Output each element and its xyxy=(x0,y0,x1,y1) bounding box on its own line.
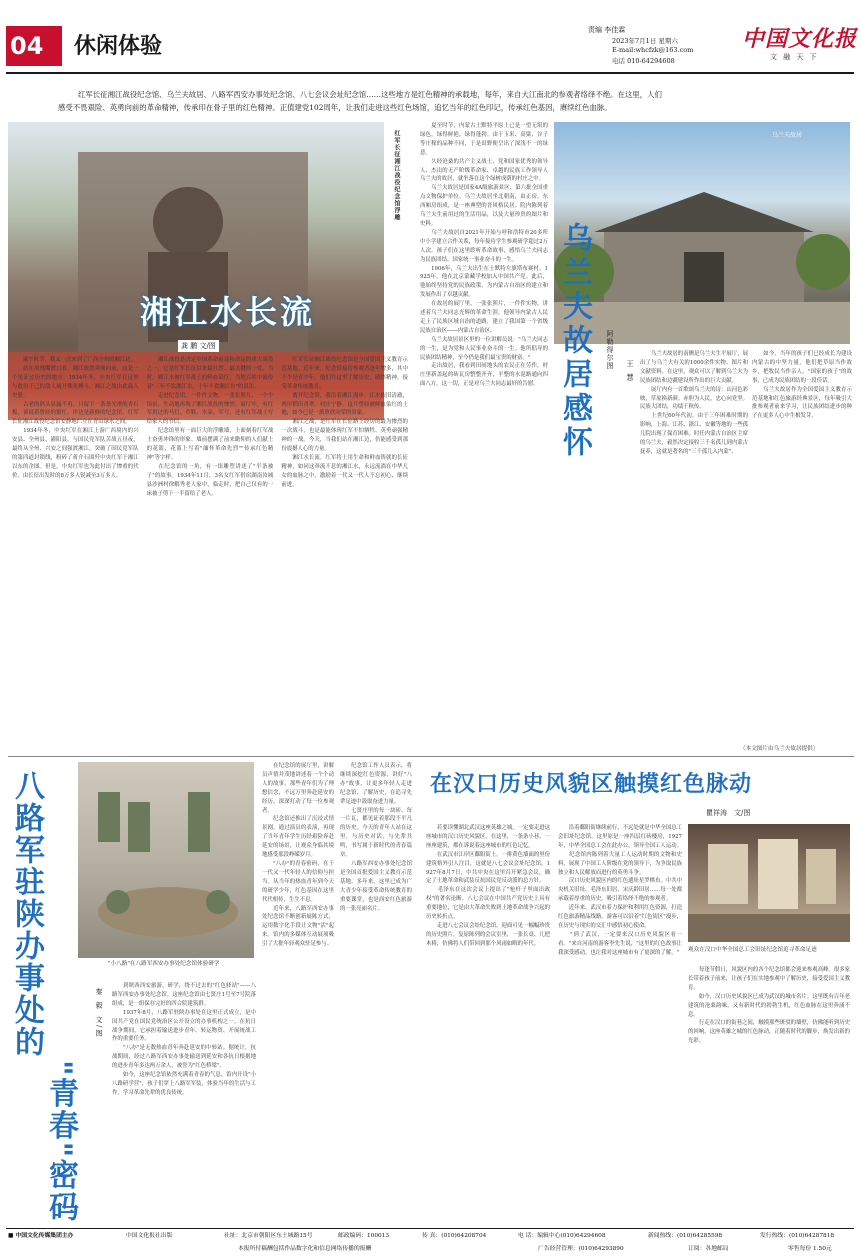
article1-para: 红军长征湘江战役纪念馆是全国爱国主义教育示范基地。近年来，纪念馆接待参观者逐年增多，其中不少是青少年。他们在这里了解历史、感悟精神，接受革命传统教育。 xyxy=(281,357,408,390)
article4-para: 行走在汉口的街巷之间，触摸那些斑驳的墙壁，仿佛能听到历史的回响。这座英雄之城的红色脉动，正随着时代的脚步，焕发出新的光彩。 xyxy=(688,1020,850,1045)
article2-para: 在故居的展厅里，一张张照片，一件件实物，讲述着乌兰夫同志光辉的革命生涯。他领导内蒙古人民走上了民族区域自治的道路，建立了我国第一个省级民族自治区——内蒙古自治区。 xyxy=(420,301,548,334)
article2-para: 久经沧桑的共产主义战士、党和国家优秀的领导人、杰出的无产阶级革命家、卓越的民族工作领导人乌兰夫的故居，就坐落在这个绿树成荫的村庄之中。 xyxy=(420,158,548,183)
article1-para: 湘江战役是决定中国革命前途和命运的重大战役之一，它是红军长征以来最壮烈、最关键的一仗。当时，湘江水被红军战士的鲜血染红，当地百姓中流传着"三年不饮湘江水，十年不食湘江鱼"的说法。 xyxy=(146,357,274,390)
article3-photo-caption: "小八路"在八路军西安办事处纪念馆体验研学 xyxy=(108,961,220,967)
article4-para: 汉口历史风貌区内的红色遗址星罗棋布。中共中央机关旧址、毛泽东旧居、宋庆龄旧居……每一处都承载着厚重的历史，吸引着络绎不绝的参观者。 xyxy=(558,878,682,903)
lead-line-1: 红军长征湘江战役纪念馆、乌兰夫故居、八路军西安办事处纪念馆、八七会议会址纪念馆……这些地方是红色精神的承载地，每年，来自大江南北的参观者络绎不绝。在这里，人们 xyxy=(78,90,662,99)
article1-para: 在纪念馆的一角，有一组雕塑讲述了"半条被子"的故事。1934年11月，3名女红军借宿湖南汝城县沙洲村徐解秀老人家中，临走时，把自己仅有的一床被子剪下一半留给了老人。 xyxy=(146,463,274,497)
footer-address: 社址：北京市朝阳区东土城路15号 xyxy=(224,1233,313,1239)
phone-line: 电话 010-64294608 xyxy=(612,57,675,65)
header-rule xyxy=(6,72,854,74)
footer-news-center: 新闻热线：(010)64285598 xyxy=(648,1233,723,1239)
article4-author: 瞿祥涛 xyxy=(706,809,727,817)
article4-para: 近年来，武汉市着力保护和利用红色资源，打造红色旅游精品线路。游客可以沿着"红色街区"漫步，在历史与现实的交汇中感悟初心使命。 xyxy=(558,905,682,929)
article2-body-mid xyxy=(640,350,748,748)
lead-line-2: 感受不畏艰险、英勇向前的革命精神，传承印在骨子里的红色精神。正值建党102周年，让我们走进这些红色场馆，追忆当年的红色印记，传承红色基因，赓续红色血脉。 xyxy=(58,103,612,112)
article2-photo-credit: （本文图片由乌兰夫故居提供） xyxy=(740,746,819,752)
article1-body xyxy=(12,356,408,748)
article4-para: 毛泽东在这次会议上提出了"枪杆子里面出政权"的著名论断。八七会议在中国共产党历史上具有重要地位，它是由大革命失败到土地革命战争兴起的历史转折点。 xyxy=(426,887,550,921)
article1-title: 湘江水长流 xyxy=(140,293,316,331)
article4-para: 若要读懂湖北武汉这座英雄之城，一定要走进这座城市的汉口历史风貌区。在这里，一条条小巷、一座座建筑，都在诉说着这座城市的红色记忆。 xyxy=(426,825,550,849)
footer-organizer: ■ 中国文化传媒集团主办 xyxy=(8,1233,74,1239)
article2-para: 乌兰夫故居作为全国爱国主义教育示范基地和红色旅游经典景区，每年吸引大批参观者前来学习，让民族团结进步的种子在更多人心中生根发芽。 xyxy=(752,386,852,420)
article2-author-prefix: 阿勒得尔图 xyxy=(606,330,614,370)
article3-title-b: "青春"密码 xyxy=(43,1060,78,1224)
editor-line: 责编 李佳霖 xyxy=(588,26,626,34)
article2-para: 夏至时节，内蒙古土默特平原上已是一望无垠的绿色，绿得鲜艳，绿得蓬勃。由于玉米、高粱、谷子等庄稼的品种不同，于是田野便呈出了深浅不一的绿意。 xyxy=(420,123,548,156)
date-line: 2023年7月1日 星期六 xyxy=(612,37,678,45)
article3-author: 秦 毅 xyxy=(95,988,103,1011)
article4-para: 每逢节假日，风貌区内的各个纪念馆都会迎来参观高峰。很多家长带着孩子前来，让孩子们在实地参观中了解历史，接受爱国主义教育。 xyxy=(688,967,850,991)
article1-para: 古老的码头显露不再，只留下一条条光滑的青石板，诉说着曾经的繁忙。岸边是新修的纪念馆，红军长征湘江战役纪念馆安静地伫立在青山绿水之间。 xyxy=(12,401,139,426)
article4-title: 在汉口历史风貌区触摸红色脉动 xyxy=(430,771,753,797)
footer-ad-line: 广告经营管理：(010)64293890 xyxy=(538,1246,624,1252)
article4-byline-suffix: 文/图 xyxy=(734,809,751,817)
article1-para: 湘江水长流。红军将士用生命和鲜血铸就的长征精神，如同这奔流不息的湘江水，永远流淌在中华儿女的血脉之中，激励着一代又一代人不忘初心、继续前进。 xyxy=(281,454,408,488)
article1-para: 走进纪念馆，一件件文物、一张张照片、一个个场景，生动地再现了湘江战役的惨烈。展厅中，有红军用过的马灯、草鞋、水壶、军号，还有红军战士写给家人的书信。 xyxy=(146,392,274,426)
article1-para: 站在凤凰嘴渡口看，湘江依然奔流向前，这是一个见证过历史的地方。1934年冬，中央红军在这里与数倍于己的敌人展开殊死搏斗，湘江之战由此载入史册。 xyxy=(12,365,139,399)
article2-para: 走出故居，我看到田间地头的农民正在劳作，村庄里新盖起的砖瓦房整整齐齐，平整的水泥路通向四面八方。这一切，正是对乌兰夫同志最好的告慰。 xyxy=(420,363,548,388)
footer-line-1 xyxy=(8,1231,854,1242)
article4-para: 如今，汉口历史风貌区已成为武汉的城市名片。这里既有百年老建筑的沧桑韵味，又有新时代的勃勃生机，红色血脉在这里奔涌不息。 xyxy=(688,993,850,1018)
article3-para: 到陕西西安旅游，研学，绕不过去的"红色驿站"——八路军西安办事处纪念馆。这座纪念馆由七贤庄1号至7号院落组成，是一组保存完好的四合院建筑群。 xyxy=(112,983,256,1007)
article2-para: 乌兰夫故居的南侧是乌兰夫生平展厅，展出了与乌兰夫有关的1000余件实物、图片和文献资料。在这里，观众可以了解到乌兰夫为民族团结和边疆建设所作出的巨大贡献。 xyxy=(640,351,748,384)
article4-para: 走进八七会议会址纪念馆，迎面可见一幅幅珍贵的历史照片。复原陈列的会议室里，一张长桌、几把木椅，仿佛将人们带回到那个风雨如晦的年代。 xyxy=(426,922,550,947)
footer-distribution: 发行热线：(010)64287818 xyxy=(760,1233,835,1239)
article3-para: 纪念馆还推出了沉浸式情景剧，通过演员的表演，再现了当年青年学生历经艰险奔赴延安的场景，让观众身临其境地感受那段峥嵘岁月。 xyxy=(262,816,334,859)
email-line: E-mail:whcfzk@163.com xyxy=(612,46,694,54)
article3-para: "八办"是无数热血青年奔赴延安的中转站。据统计，抗战期间，经过八路军西安办事处输送到延安和各抗日根据地的进步青年多达两万余人，被誉为"红色桥梁"。 xyxy=(112,1045,256,1070)
article3-para: 如今，这座纪念馆依然充满着青春的气息。馆内开设"小八路研学营"，孩子们穿上八路军军装，体验当年的生活与工作，学习革命先辈的优良传统。 xyxy=(112,1072,256,1096)
middle-divider xyxy=(8,756,854,757)
article4-photo-caption-text: 观众在汉口中华全国总工会旧址纪念馆追寻革命足迹 xyxy=(688,947,817,953)
article3-para: 在纪念馆的展厅里，讲解员声情并茂地讲述着一个个动人的故事。那些青年们为了理想信念，不远万里奔赴延安的经历，深深打动了每一位参观者。 xyxy=(262,763,334,814)
article2-para: 乌兰夫故居景区里的一位讲解员说："乌兰夫同志的一生，是为党和人民事业奋斗的一生。他所倡导的民族团结精神，至今仍是我们最宝贵的财富。" xyxy=(420,336,548,361)
masthead-subtitle: 文 融 天 下 xyxy=(770,53,819,61)
article2-photo xyxy=(554,122,850,344)
article3-para: 1937年8月，八路军驻陕办事处在这里正式成立，是中国共产党在国民党统治区公开设立的办事机构之一。在抗日战争期间，它承担着输送进步青年、转运物资、开展统战工作的重要任务。 xyxy=(112,1009,256,1043)
article2-para: 展厅内有一首歌颂乌兰夫的诗：山河色彩映，草原换新颜。赤胆为人民，忠心向党坚。民族大团结，功绩千秋传。 xyxy=(640,386,748,411)
article4-body-right xyxy=(688,966,850,1244)
article1-para: 端午时节，我又一次来到了广西全州的湘江边。 xyxy=(22,357,137,363)
article3-para: 近年来，八路军西安办事处纪念馆不断创新展陈方式，运用数字化手段让文物"活"起来。馆内的多媒体互动展项吸引了大批年轻观众驻足参与。 xyxy=(262,905,334,948)
article1-para: 纪念馆里有一面巨大的浮雕墙，上面刻着红军战士奋勇冲锋的形象。墙前摆满了前来瞻仰的人们献上的花篮，花篮上写着"缅怀革命先烈""传承红色精神"等字样。 xyxy=(146,428,274,461)
article2-body-left xyxy=(420,122,548,748)
footer-rule xyxy=(6,1228,854,1229)
article4-para: 纪念馆内陈列着大量工人运动时期的文物和史料，展现了中国工人阶级在党的领导下，为争取民族独立和人民解放而进行的英勇斗争。 xyxy=(558,851,682,876)
footer-price: 零售每份 1.50元 xyxy=(788,1246,832,1252)
article4-para: 在武汉市江岸区鄱阳街上，一排黄色墙面的里份建筑格外引人注目，这就是八七会议会址纪念馆。1927年8月7日，中共中央在这里召开紧急会议，确定了土地革命和武装反抗国民党反动派的总方针。 xyxy=(426,851,550,885)
article2-author: 王 慧 xyxy=(626,360,634,383)
article2-photo-caption: 乌兰夫故居 xyxy=(772,132,803,139)
article1-para: 1934年冬，中央红军在湘江上游广西境内的兴安县、全州县、灌阳县，与国民党军队苦战五昼夜，最终从全州、兴安之间强渡湘江，突破了国民党军队的第四道封锁线，粉碎了蒋介石围歼中央红军于湘江以东的企图。但是，中央红军也为此付出了惨重的代价，由长征出发时的8万多人锐减至3万多人。 xyxy=(12,428,139,479)
article1-byline: 龚 鹏 文/图 xyxy=(178,340,219,352)
page-number: 04 xyxy=(10,32,44,60)
article3-para: 八路军西安办事处纪念馆是全国首批爱国主义教育示范基地。多年来，这里已成为广大青少年接受革命传统教育的重要课堂，也是西安红色旅游的一张亮丽名片。 xyxy=(340,860,412,912)
article3-body-right xyxy=(262,762,412,1244)
article2-para: 如今，当年的孩子们已经成长为建设内蒙古的中坚力量，他们把草原当作故乡，把牧民当作亲人。"国家的孩子"的故事，已成为民族团结的一段佳话。 xyxy=(752,351,852,384)
footer-print-line: 本报所付稿酬包括作品数字化和信息网络传播的报酬 xyxy=(238,1246,372,1252)
article2-para: 上世纪60年代初，由于三年困难时期的影响，上海、江苏、浙江、安徽等地的一些孤儿院出现了保育困难。时任内蒙古自治区主席的乌兰夫，毅然决定接收三千名孤儿到内蒙古抚养，这就是著名的"三千孤儿入内蒙"。 xyxy=(640,413,748,455)
article3-para: 纪念馆工作人员表示，将继续深挖红色资源，讲好"八办"故事，让更多年轻人走进纪念馆、了解历史，在追寻先辈足迹中汲取奋进力量。 xyxy=(340,763,412,805)
article4-body-left xyxy=(426,824,682,1244)
footer-subscribe: 订阅：各地邮局 xyxy=(688,1246,729,1252)
article4-para: "到了武汉，一定要来汉口历史风貌区看一看。"来自河南的游客李先生说，"这里的红色故事让我深受感动，也让我对这座城市有了更深的了解。" xyxy=(558,931,682,956)
footer-line-2 xyxy=(8,1244,854,1255)
article4-photo xyxy=(688,824,850,942)
article3-body-left xyxy=(112,982,256,1244)
article1-para: 湘江之战，是红军在长征路上经历的最为惨烈的一次战斗，也是最能体现红军不怕牺牲、英勇顽强精神的一战。今天，当我们站在湘江边，仍能感受到那份震撼人心的力量。 xyxy=(281,419,408,453)
footer-publisher: 中国文化报社出版 xyxy=(126,1233,173,1239)
article3-para: "八办"的青春密码，在于一代又一代年轻人的信仰与担当。从当年的热血青年到今天的研学少年，红色基因在这里代代相传，生生不息。 xyxy=(262,860,334,903)
article2-para: 1906年，乌兰夫出生在土默特左旗塔布赛村。1925年，他在北京蒙藏学校加入中国共产党。此后，他始终坚持党的民族政策，为内蒙古自治区的建立和发展作出了卓越贡献。 xyxy=(420,265,548,299)
footer-postcode: 邮政编码：100013 xyxy=(338,1233,390,1239)
article2-para: 乌兰夫故居自2021年开始与呼和浩特市20多所中小学建立合作关系，每年接待学生参观研学超过2万人次。孩子们在这里聆听革命故事，感悟乌兰夫同志为民族团结、国家统一事业奋斗的一生。 xyxy=(420,229,548,263)
footer-fax: 传 真：(010)64208704 xyxy=(422,1233,487,1239)
article3-para: 七贤庄里的每一块砖、每一片瓦，都见证着那段不平凡的历史。今天的青年人站在这里，与历史对话，与先辈共鸣，书写属于新时代的青春篇章。 xyxy=(340,807,412,859)
article1-para: 离开纪念馆，我沿着湘江漫步。江水依旧清澈，两岸稻田青翠，村庄宁静。这片曾经被鲜血染红的土地，如今已是一派欣欣向荣的景象。 xyxy=(281,392,408,417)
article2-para: 乌兰夫故居是国家4A级旅游景区、第六批全国重点文物保护单位。乌兰夫故居坐北朝南，由正房、东西厢房组成，是一座典型的晋风格民居。院内陈列着乌兰夫生前用过的生活用品，以及大量珍贵的图片和史料。 xyxy=(420,185,548,227)
article3-title-a: 八路军驻陕办事处的 xyxy=(9,770,44,1058)
section-name: 休闲体验 xyxy=(74,33,163,59)
article3-byline-suffix: 文/图 xyxy=(95,1016,103,1039)
article1-photo-caption: 红军长征湘江战役纪念馆浮雕 xyxy=(393,130,400,221)
footer-edit-center: 电 话：编辑中心(010)64294608 xyxy=(518,1233,606,1239)
article2-title: 乌兰夫故居感怀 xyxy=(557,222,592,460)
article2-body-right xyxy=(752,350,852,740)
masthead-logo: 中国文化报 xyxy=(742,26,858,52)
article3-photo xyxy=(78,762,254,958)
article4-para: 沿着鄱阳街继续前行，不远处就是中华全国总工会旧址纪念馆。这里原是一座四层红砖楼房，1927年，中华全国总工会在此办公，领导全国工人运动。 xyxy=(558,825,682,849)
